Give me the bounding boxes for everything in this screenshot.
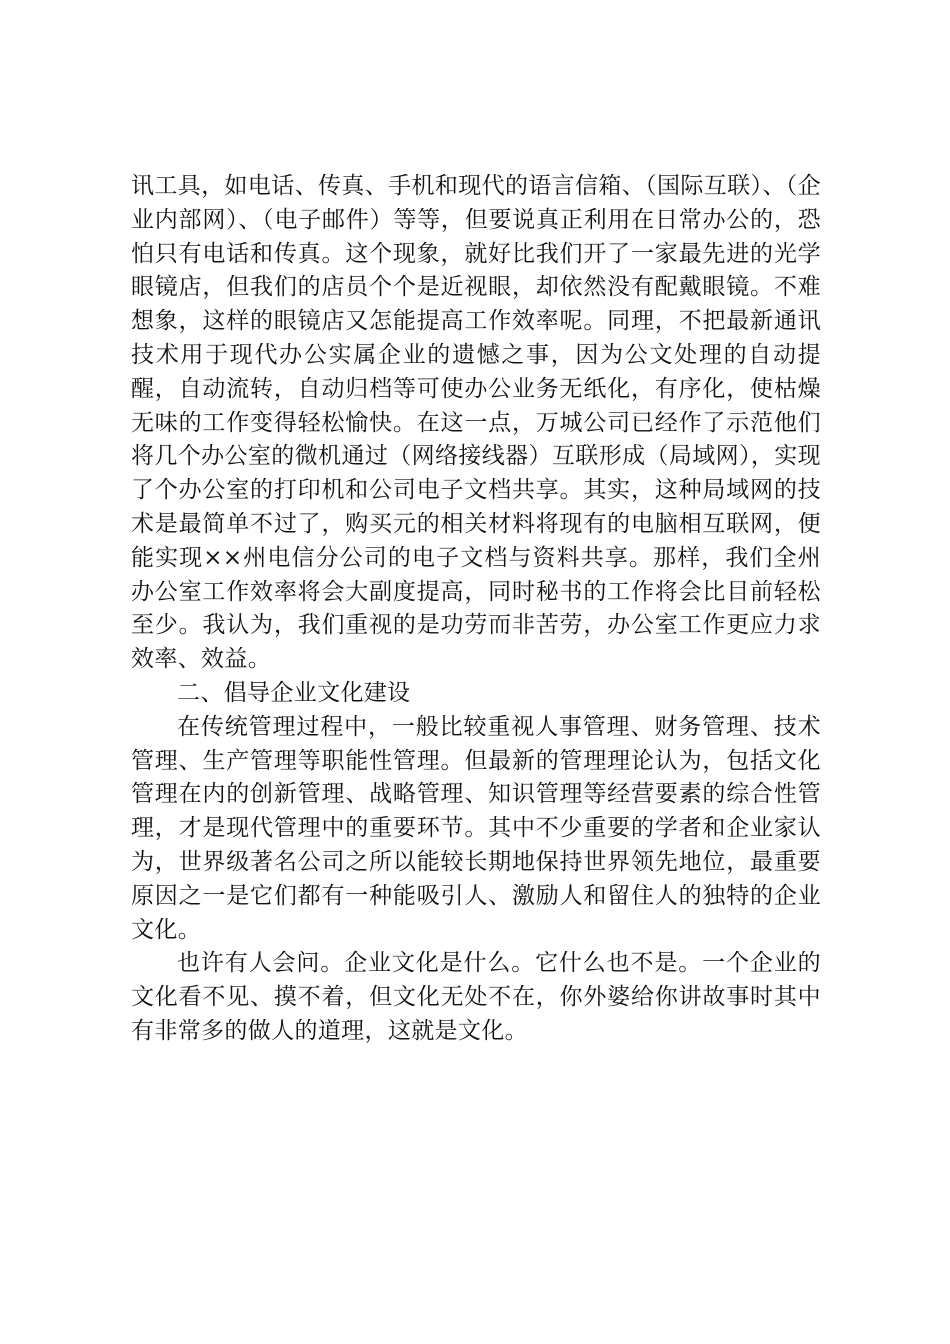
paragraph-continued: 讯工具，如电话、传真、手机和现代的语言信箱、（国际互联）、（企业内部网）、（电子邮件）等等，但要说真正利用在日常办公的，恐怕只有电话和传真。这个现象，就好比我们开了一家最先进的光学眼镜店，但我们的店员个个是近视眼，却依然没有配戴眼镜。不难想象，这样的眼镜店又怎能提高工作效率呢。同理，不把最新通讯技术用于现代办公实属企业的遗憾之事，因为公文处理的自动提醒，自动流转，自动归档等可使办公业务无纸化，有序化，使枯燥无味的工作变得轻松愉快。在这一点，万城公司已经作了示范他们将几个办公室的微机通过（网络接线器）互联形成（局域网），实现了个办公室的打印机和公司电子文档共享。其实，这种局域网的技术是最简单不过了，购买元的相关材料将现有的电脑相互联网，便能实现××州电信分公司的电子文档与资料共享。那样，我们全州办公室工作效率将会大副度提高，同时秘书的工作将会比目前轻松至少。我认为，我们重视的是功劳而非苦劳，办公室工作更应力求效率、效益。 bbox=[131, 173, 821, 673]
section-heading: 二、倡导企业文化建设 bbox=[177, 679, 411, 706]
paragraph: 也许有人会问。企业文化是什么。它什么也不是。一个企业的文化看不见、摸不着，但文化无处不在，你外婆给你讲故事时其中有非常多的做人的道理，这就是文化。 bbox=[131, 950, 821, 1044]
paragraph: 在传统管理过程中，一般比较重视人事管理、财务管理、技术管理、生产管理等职能性管理。但最新的管理理论认为，包括文化管理在内的创新管理、战略管理、知识管理等经营要素的综合性管理，才是现代管理中的重要环节。其中不少重要的学者和企业家认为，世界级著名公司之所以能较长期地保持世界领先地位，最重要原因之一是它们都有一种能吸引人、激励人和留住人的独特的企业文化。 bbox=[131, 713, 821, 943]
body-text bbox=[131, 170, 821, 1049]
